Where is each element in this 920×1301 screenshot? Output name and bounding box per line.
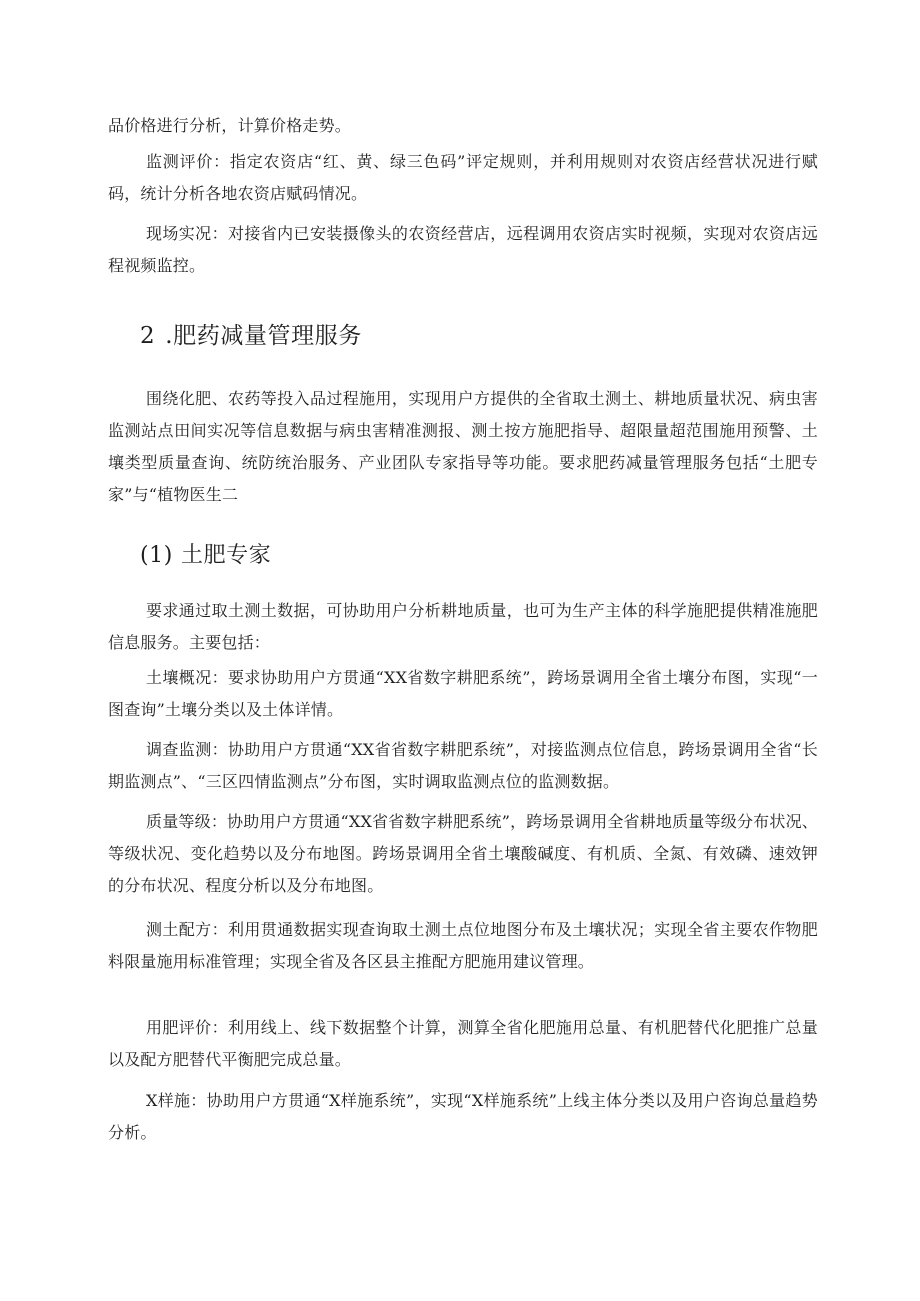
paragraph-live-site: 现场实况：对接省内已安装摄像头的农资经营店，远程调用农资店实时视频，实现对农资店远程视频监控。 [108, 224, 818, 275]
paragraph-quality-grade: 质量等级：协助用户方贯通“XX省省数字耕肥系统”，跨场景调用全省耕地质量等级分布状况、等级状况、变化趋势以及分布地图。跨场景调用全省土壤酸碱度、有机质、全氮、有效磷、速效钾的分布状况、程度分析以及分布地图。 [108, 812, 818, 895]
paragraph-soil-testing-intro: 要求通过取土测土数据，可协助用户分析耕地质量，也可为生产主体的科学施肥提供精准施肥信息服务。主要包括： [108, 601, 818, 652]
section-heading-fertilizer-pesticide-reduction [140, 320, 362, 352]
section-number: 2 [140, 323, 156, 349]
paragraph-soil-overview: 土壤概况：要求协助用户方贯通“XX省数字耕肥系统”，跨场景调用全省土壤分布图，实现“一图查询”土壤分类以及土体详情。 [108, 668, 818, 719]
paragraph-monitoring-evaluation: 监测评价：指定农资店“红、黄、绿三色码”评定规则，并利用规则对农资店经营状况进行赋码，统计分析各地农资店赋码情况。 [108, 152, 818, 203]
paragraph-fertilizer-evaluation: 用肥评价：利用线上、线下数据整个计算，测算全省化肥施用总量、有机肥替代化肥推广总量以及配方肥替代平衡肥完成总量。 [108, 1018, 818, 1069]
paragraph-price-analysis: 品价格进行分析，计算价格走势。 [108, 116, 352, 135]
paragraph-x-sample-system: X样施：协助用户方贯通“X样施系统”，实现“X样施系统”上线主体分类以及用户咨询总量趋势分析。 [108, 1091, 818, 1142]
section-title: .肥药减量管理服务 [165, 323, 362, 349]
paragraph-service-overview: 围绕化肥、农药等投入品过程施用，实现用户方提供的全省取土测土、耕地质量状况、病虫害监测站点田间实况等信息数据与病虫害精准测报、测土按方施肥指导、超限量超范围施用预警、土壤类型质量查询、统防统治服务、产业团队专家指导等功能。要求肥药减量管理服务包括“土肥专家”与“植物医生二 [108, 389, 818, 504]
paragraph-survey-monitoring: 调查监测：协助用户方贯通“XX省省数字耕肥系统”，对接监测点位信息，跨场景调用全省“长期监测点”、“三区四情监测点”分布图，实时调取监测点位的监测数据。 [108, 740, 818, 791]
subsection-number: (1) [140, 543, 173, 568]
subsection-title: 土肥专家 [180, 543, 272, 568]
subsection-heading-soil-fertilizer-expert [140, 540, 271, 572]
paragraph-soil-testing-formula: 测土配方：利用贯通数据实现查询取土测土点位地图分布及土壤状况；实现全省主要农作物肥料限量施用标准管理；实现全省及各区县主推配方肥施用建议管理。 [108, 920, 818, 971]
